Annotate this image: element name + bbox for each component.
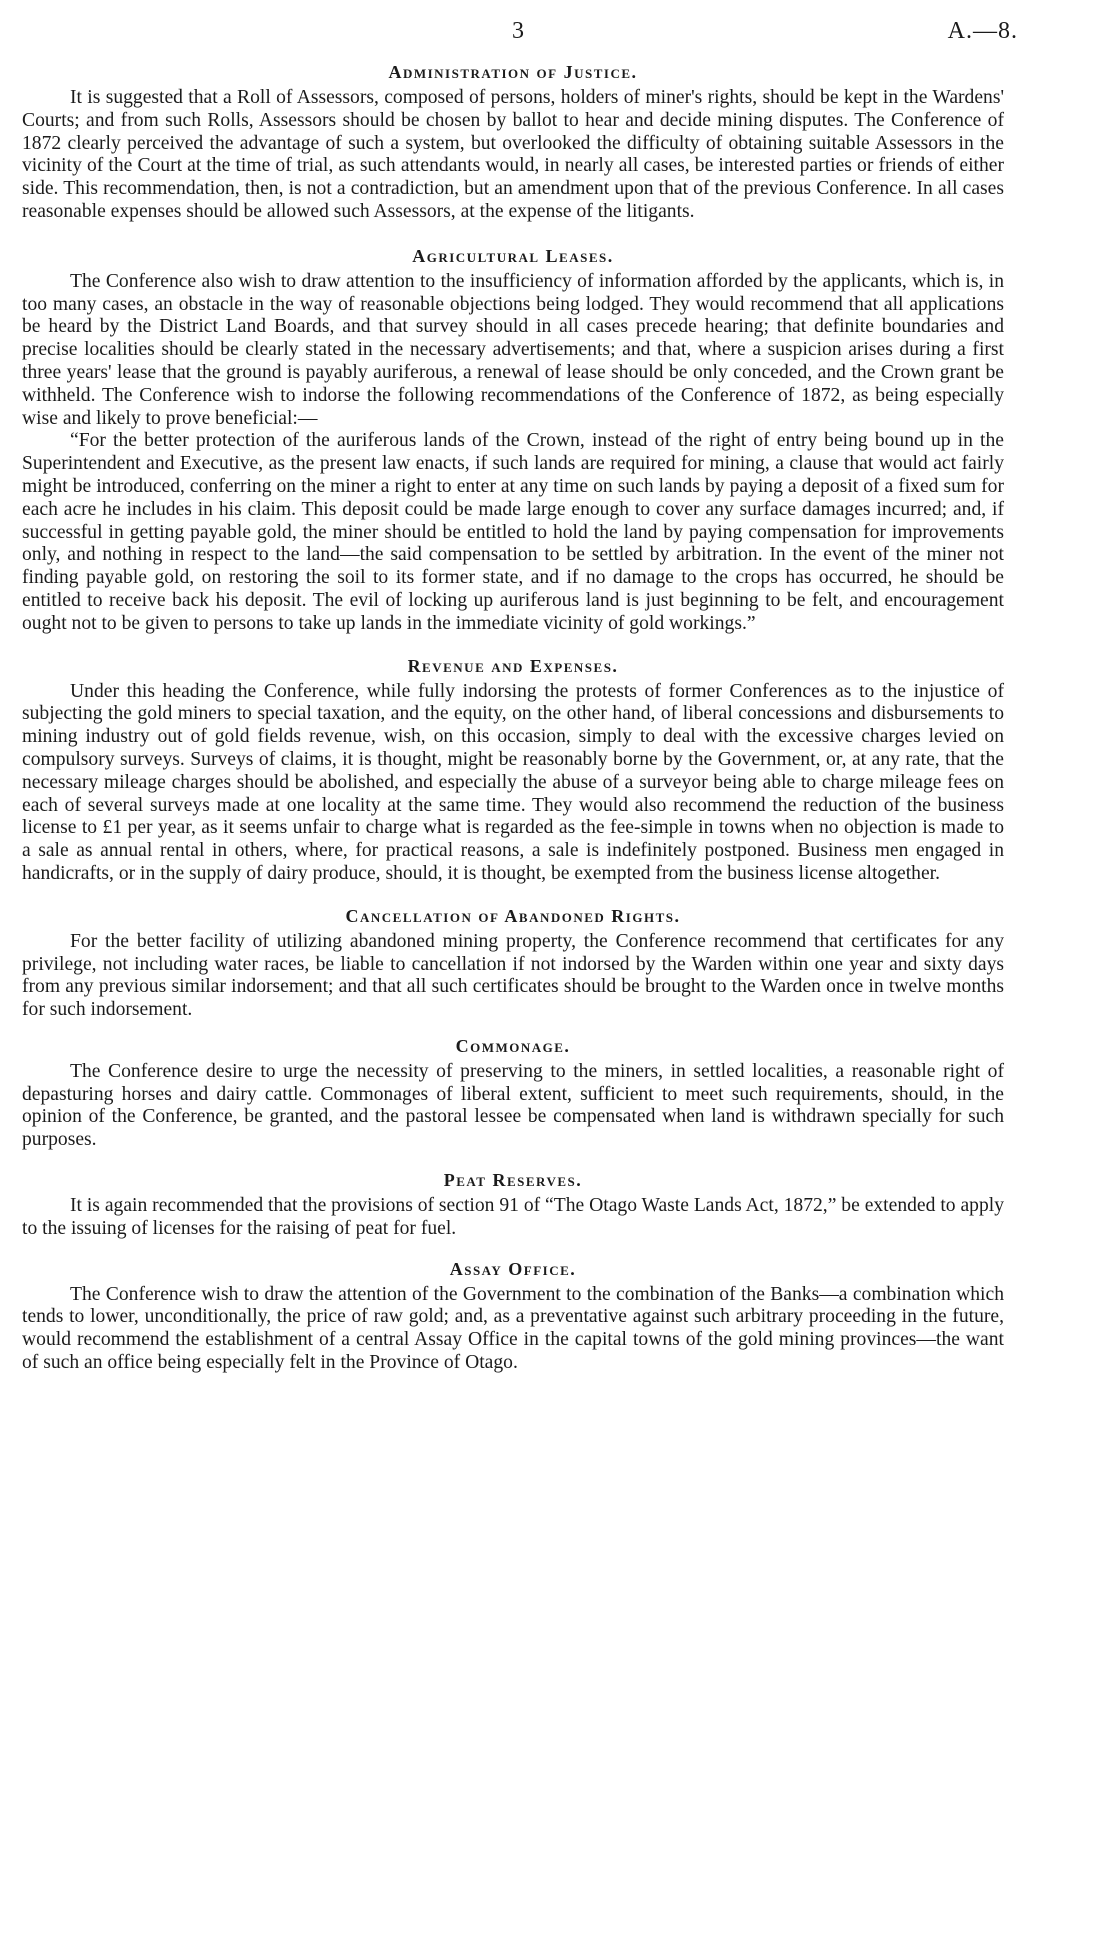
paragraph: It is suggested that a Roll of Assessors, composed of persons, holders of miner's rights, should be kept in the Wardens' Courts; and from such Rolls, Assessors should be chosen by ballot to hear and decide mining disputes. The Conference of 1872 clearly perceived the advantage of such a system, but overlooked the difficulty of obtaining suitable Assessors in the vicinity of the Court at the time of trial, as such attendants would, in nearly all cases, be interested parties or friends of either side. This recommendation, then, is not a contradiction, but an amendment upon that of the previous Conference. In all cases reasonable expenses should be allowed such Assessors, at the expense of the litigants. (22, 87, 1004, 222)
page-number: 3 (512, 18, 524, 44)
section-heading: Assay Office. (449, 1258, 577, 1279)
section-assay-office (22, 1257, 1004, 1375)
section-heading: Revenue and Expenses. (407, 655, 619, 676)
section-heading: Agricultural Leases. (412, 245, 614, 266)
document-reference: A.—8. (947, 18, 1018, 44)
section-administration-of-justice (22, 60, 1004, 224)
section-heading: Administration of Justice. (388, 62, 638, 82)
paragraph: It is again recommended that the provisions of section 91 of “The Otago Waste Lands Act, 1872,” be extended to apply to the issuing of licenses for the raising of peat for fuel. (22, 1195, 1004, 1239)
document-page (22, 18, 1018, 1375)
section-heading: Cancellation of Abandoned Rights. (345, 905, 681, 926)
section-cancellation-of-abandoned-rights (22, 904, 1004, 1022)
section-peat-reserves (22, 1168, 1004, 1241)
section-heading: Commonage. (455, 1035, 571, 1056)
section-revenue-and-expenses (22, 654, 1004, 886)
paragraph: Under this heading the Conference, while fully indorsing the protests of former Conferences as to the injustice of subjecting the gold miners to special taxation, and the equity, on the other hand, of liberal concessions and disbursements to mining industry out of gold fields revenue, wish, on this occasion, simply to deal with the excessive charges levied on compulsory surveys. Surveys of claims, it is thought, might be reasonably borne by the Government, or, at any rate, that the necessary mileage charges should be abolished, and especially the abuse of a surveyor being able to charge mileage fees on each of several surveys made at one locality at the same time. They would also recommend the reduction of the business license to £1 per year, as it seems unfair to charge what is regarded as the fee-simple in towns when no objection is made to a sale as annual rental in others, where, for practical reasons, a sale is indefinitely postponed. Business men engaged in handicrafts, or in the supply of dairy produce, should, it is thought, be exempted from the business license altogether. (22, 680, 1004, 884)
section-agricultural-leases (22, 244, 1004, 636)
section-heading: Peat Reserves. (443, 1170, 583, 1191)
quoted-paragraph: “For the better protection of the auriferous lands of the Crown, instead of the right of entry being bound up in the Superintendent and Executive, as the present law enacts, if such lands are required for mining, a clause that would act fairly might be introduced, conferring on the miner a right to enter at any time on such lands by paying a deposit of a fixed sum for each acre he includes in his claim. This deposit could be made large enough to cover any surface damages incurred; and, if successful in getting payable gold, the miner should be entitled to hold the land by paying compensation for improvements only, and nothing in respect to the land—the said compensation to be settled by arbitration. In the event of the miner not finding payable gold, on restoring the soil to its former state, and if no damage to the crops has occurred, he should be entitled to receive back his deposit. The evil of locking up auriferous land is just beginning to be felt, and encouragement ought not to be given to persons to take up lands in the immediate vicinity of gold workings.” (22, 430, 1004, 634)
paragraph: The Conference also wish to draw attention to the insufficiency of information afforded by the applicants, which is, in too many cases, an obstacle in the way of reasonable objections being lodged. They would recommend that all applications be heard by the District Land Boards, and that survey should in all cases precede hearing; that definite boundaries and precise localities should be clearly stated in the necessary advertisements; and that, where a suspicion arises during a first three years' lease that the ground is payably auriferous, a renewal of lease should be only conceded, and the Crown grant be withheld. The Conference wish to indorse the following recommendations of the Conference of 1872, as being especially wise and likely to prove beneficial:— (22, 270, 1004, 429)
paragraph: The Conference wish to draw the attention of the Government to the combination of the Banks—a combination which tends to lower, unconditionally, the price of raw gold; and, as a preventative against such arbitrary proceeding in the future, would recommend the establishment of a central Assay Office in the capital towns of the gold mining provinces—the want of such an office being especially felt in the Province of Otago. (22, 1283, 1004, 1374)
paragraph: The Conference desire to urge the necessity of preserving to the miners, in settled localities, a reasonable right of depasturing horses and dairy cattle. Commonages of liberal extent, sufficient to meet such requirements, should, in the opinion of the Conference, be granted, and the pastoral lessee be compensated when land is withdrawn specially for such purposes. (22, 1060, 1004, 1151)
paragraph: For the better facility of utilizing abandoned mining property, the Conference recommend that certificates for any privilege, not including water races, be liable to cancellation if not indorsed by the Warden within one year and sixty days from any previous similar indorsement; and that all such certificates should be brought to the Warden once in twelve months for such indorsement. (22, 930, 1004, 1021)
page-header (22, 18, 1018, 60)
section-commonage (22, 1034, 1004, 1152)
